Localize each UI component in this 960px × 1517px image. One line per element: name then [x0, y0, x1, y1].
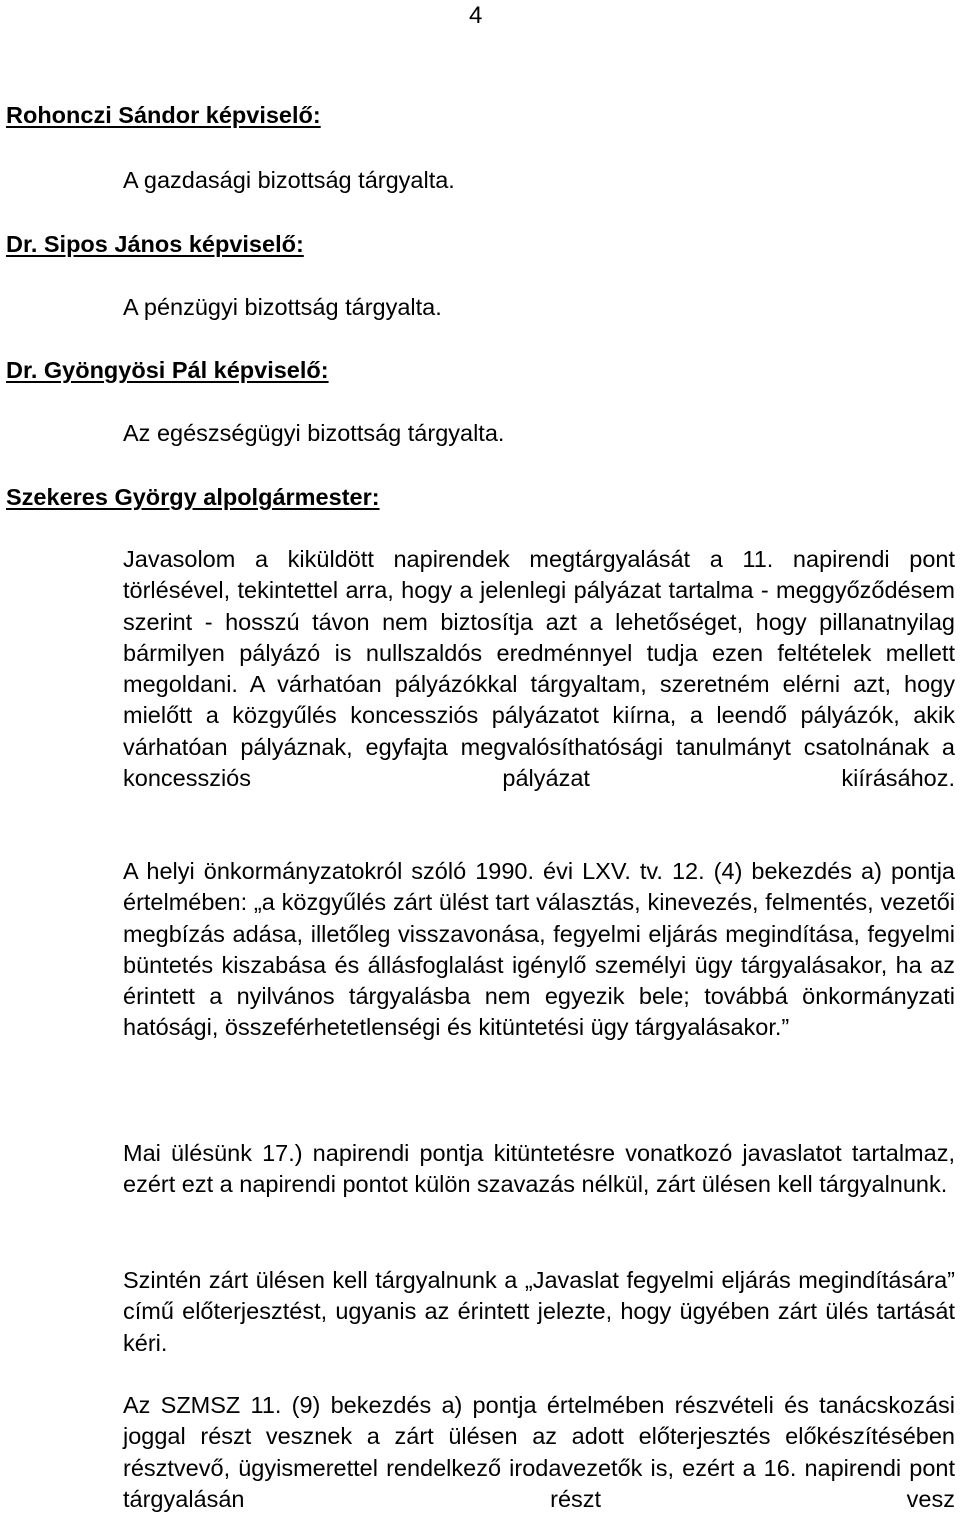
statement-gazdasagi: A gazdasági bizottság tárgyalta. [123, 167, 455, 193]
paragraph-kituntetes: Mai ülésünk 17.) napirendi pontja kitüntetésre vonatkozó javaslatot tartalmaz, ezért ezt a napirendi pontot külön szavazás nélkül, zárt ülésen kell tárgyalnunk. [123, 1140, 955, 1198]
paragraph-szmsz: Az SZMSZ 11. (9) bekezdés a) pontja értelmében részvételi és tanácskozási joggal részt vesznek a zárt ülésen az adott előterjesztés előkészítésében résztvevő, ügyismerettel rendelkező irodavezetők is, ezért a 16. napirendi pont tárgyalásán részt vesz [123, 1392, 955, 1512]
paragraph-javaslat: Javasolom a kiküldött napirendek megtárgyalását a 11. napirendi pont törlésével, tekintettel arra, hogy a jelenlegi pályázat tartalma - meggyőződésem szerint - hosszú távon nem biztosítja azt a lehetőséget, hogy pillanatnyilag bármilyen pályázó is nullszaldós eredménnyel tudja ezen feltételek mellett megoldani. A várhatóan pályázókkal tárgyaltam, szeretném elérni azt, hogy mielőtt a közgyűlés koncessziós pályázatot kiírna, a leendő pályázók, akik várhatóan pályáznak, egyfajta megvalósíthatósági tanulmányt csatolnának a koncessziós pályázat kiírásához. [123, 546, 955, 792]
speaker-gyongyosi: Dr. Gyöngyösi Pál képviselő: [6, 357, 329, 383]
speaker-szekeres: Szekeres György alpolgármester: [6, 484, 380, 510]
statement-penzugyi: A pénzügyi bizottság tárgyalta. [123, 294, 442, 320]
speaker-rohonczi: Rohonczi Sándor képviselő: [6, 102, 321, 128]
statement-egeszsegugyi: Az egészségügyi bizottság tárgyalta. [123, 420, 505, 446]
speaker-sipos: Dr. Sipos János képviselő: [6, 231, 304, 257]
paragraph-fegyelmi: Szintén zárt ülésen kell tárgyalnunk a „Javaslat fegyelmi eljárás megindítására” című előterjesztést, ugyanis az érintett jelezte, hogy ügyében zárt ülés tartását kéri. [123, 1267, 955, 1356]
page-number: 4 [469, 2, 483, 29]
paragraph-torveny-idezet: A helyi önkormányzatokról szóló 1990. évi LXV. tv. 12. (4) bekezdés a) pontja értelmében: „a közgyűlés zárt ülést tart választás, kinevezés, felmentés, vezetői megbízás adása, illetőleg visszavonása, fegyelmi eljárás megindítása, fegyelmi büntetés kiszabása és állásfoglalást igénylő személyi ügy tárgyalásakor, ha az érintett a nyilvános tárgyalásba nem egyezik bele; továbbá önkormányzati hatósági, összeférhetetlenségi és kitüntetési ügy tárgyalásakor.” [123, 858, 955, 1041]
